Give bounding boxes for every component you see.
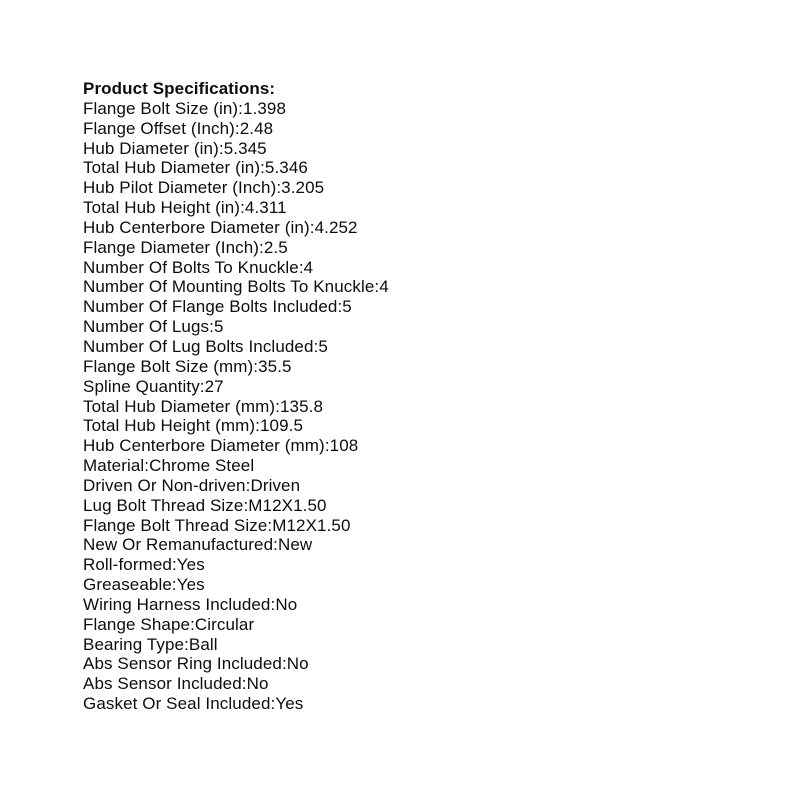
spec-row bbox=[83, 635, 723, 655]
spec-label: Flange Offset (Inch) bbox=[83, 118, 235, 138]
spec-row bbox=[83, 654, 723, 674]
spec-row bbox=[83, 416, 723, 436]
spec-row bbox=[83, 377, 723, 397]
spec-label: Spline Quantity bbox=[83, 376, 200, 396]
spec-value: 35.5 bbox=[258, 356, 292, 376]
spec-colon: : bbox=[253, 356, 259, 376]
spec-colon: : bbox=[309, 217, 315, 237]
spec-value: 5 bbox=[318, 336, 328, 356]
spec-colon: : bbox=[259, 237, 264, 257]
spec-label: Flange Shape bbox=[83, 614, 191, 634]
spec-row bbox=[83, 456, 723, 476]
spec-colon: : bbox=[243, 495, 249, 515]
spec-value: Yes bbox=[176, 555, 205, 575]
spec-row bbox=[83, 178, 723, 198]
spec-row bbox=[83, 476, 723, 496]
spec-row bbox=[83, 496, 723, 516]
spec-value: 4.252 bbox=[314, 217, 358, 237]
spec-row bbox=[83, 218, 723, 238]
spec-value: New bbox=[277, 535, 313, 555]
spec-colon: : bbox=[190, 614, 195, 634]
spec-label: Hub Centerbore Diameter (in) bbox=[83, 217, 310, 237]
spec-value: Yes bbox=[275, 694, 304, 714]
spec-label: Number Of Flange Bolts Included bbox=[83, 297, 338, 317]
spec-row bbox=[83, 575, 723, 595]
spec-label: Hub Pilot Diameter (Inch) bbox=[83, 178, 277, 198]
spec-label: Hub Centerbore Diameter (mm) bbox=[83, 436, 325, 456]
spec-row bbox=[83, 555, 723, 575]
spec-label: Abs Sensor Ring Included bbox=[83, 654, 282, 674]
spec-row bbox=[83, 535, 723, 555]
spec-colon: : bbox=[238, 98, 243, 118]
spec-label: Number Of Lugs bbox=[83, 317, 210, 337]
spec-value: Ball bbox=[188, 634, 218, 654]
spec-colon: : bbox=[313, 336, 319, 356]
spec-value: Yes bbox=[176, 575, 205, 595]
spec-value: M12X1.50 bbox=[272, 515, 351, 535]
spec-colon: : bbox=[171, 555, 177, 575]
spec-colon: : bbox=[337, 297, 343, 317]
spec-row bbox=[83, 357, 723, 377]
spec-colon: : bbox=[260, 158, 265, 178]
spec-label: Abs Sensor Included bbox=[83, 674, 242, 694]
spec-label: Bearing Type bbox=[83, 634, 185, 654]
spec-value: 5.345 bbox=[223, 138, 267, 158]
spec-row bbox=[83, 317, 723, 337]
spec-value: No bbox=[275, 594, 298, 614]
spec-label: Total Hub Height (in) bbox=[83, 198, 241, 218]
spec-label: Material bbox=[83, 456, 145, 476]
spec-value: 109.5 bbox=[259, 416, 304, 436]
spec-value: M12X1.50 bbox=[248, 495, 327, 515]
spec-value: Driven bbox=[250, 475, 301, 495]
spec-row bbox=[83, 198, 723, 218]
spec-value: 4 bbox=[303, 257, 314, 277]
spec-label: New Or Remanufactured bbox=[83, 535, 274, 555]
specifications-title: Product Specifications: bbox=[83, 79, 276, 98]
spec-row bbox=[83, 119, 723, 139]
spec-colon: : bbox=[255, 416, 260, 436]
spec-value: 135.8 bbox=[280, 396, 324, 416]
spec-row bbox=[83, 615, 723, 635]
spec-label: Gasket Or Seal Included bbox=[83, 694, 271, 714]
spec-value: No bbox=[286, 654, 309, 674]
spec-colon: : bbox=[209, 317, 214, 337]
spec-colon: : bbox=[298, 257, 304, 277]
spec-label: Roll-formed bbox=[83, 555, 172, 575]
spec-row bbox=[83, 158, 723, 178]
spec-colon: : bbox=[281, 654, 287, 674]
spec-label: Driven Or Non-driven bbox=[83, 475, 246, 495]
spec-row bbox=[83, 397, 723, 417]
spec-row bbox=[83, 436, 723, 456]
spec-colon: : bbox=[241, 674, 247, 694]
spec-label: Flange Bolt Size (mm) bbox=[83, 356, 254, 376]
spec-label: Hub Diameter (in) bbox=[83, 138, 219, 158]
spec-colon: : bbox=[234, 118, 240, 138]
spec-value: Circular bbox=[194, 614, 255, 634]
spec-value: Chrome Steel bbox=[149, 456, 255, 476]
spec-list bbox=[83, 99, 723, 714]
spec-value: 2.5 bbox=[263, 237, 288, 257]
spec-value: 4 bbox=[379, 277, 389, 297]
spec-label: Total Hub Diameter (in) bbox=[83, 158, 261, 178]
spec-label: Total Hub Height (mm) bbox=[83, 416, 256, 436]
spec-value: 1.398 bbox=[243, 98, 287, 118]
spec-colon: : bbox=[270, 594, 276, 614]
spec-colon: : bbox=[171, 575, 177, 595]
spec-row bbox=[83, 297, 723, 317]
spec-label: Flange Bolt Thread Size bbox=[83, 515, 268, 535]
spec-colon: : bbox=[276, 178, 282, 198]
spec-value: 27 bbox=[204, 376, 224, 396]
spec-row bbox=[83, 337, 723, 357]
spec-row bbox=[83, 516, 723, 536]
product-specifications-panel bbox=[83, 79, 723, 714]
spec-value: 5 bbox=[342, 297, 352, 317]
spec-colon: : bbox=[267, 515, 273, 535]
spec-label: Number Of Lug Bolts Included bbox=[83, 336, 314, 356]
spec-colon: : bbox=[374, 277, 380, 297]
spec-value: 4.311 bbox=[244, 198, 287, 218]
spec-value: 3.205 bbox=[281, 178, 325, 198]
spec-label: Wiring Harness Included bbox=[83, 594, 271, 614]
spec-label: Greaseable bbox=[83, 575, 172, 595]
spec-row bbox=[83, 674, 723, 694]
spec-row bbox=[83, 99, 723, 119]
spec-row bbox=[83, 238, 723, 258]
spec-colon: : bbox=[245, 475, 251, 495]
spec-label: Total Hub Diameter (mm) bbox=[83, 396, 276, 416]
spec-row bbox=[83, 258, 723, 278]
spec-label: Flange Bolt Size (in) bbox=[83, 98, 239, 118]
spec-colon: : bbox=[240, 198, 245, 218]
spec-colon: : bbox=[144, 456, 150, 476]
spec-label: Flange Diameter (Inch) bbox=[83, 237, 260, 257]
spec-value: 5.346 bbox=[264, 158, 308, 178]
spec-label: Number Of Mounting Bolts To Knuckle bbox=[83, 277, 375, 297]
spec-label: Lug Bolt Thread Size bbox=[83, 495, 244, 515]
spec-label: Number Of Bolts To Knuckle bbox=[83, 257, 299, 277]
spec-value: No bbox=[246, 674, 269, 694]
spec-row bbox=[83, 595, 723, 615]
spec-colon: : bbox=[199, 376, 205, 396]
spec-colon: : bbox=[184, 634, 189, 654]
spec-value: 108 bbox=[329, 436, 359, 456]
spec-colon: : bbox=[273, 535, 278, 555]
spec-colon: : bbox=[275, 396, 280, 416]
spec-row bbox=[83, 277, 723, 297]
spec-colon: : bbox=[218, 138, 224, 158]
spec-row bbox=[83, 139, 723, 159]
spec-colon: : bbox=[270, 694, 276, 714]
spec-colon: : bbox=[324, 436, 330, 456]
spec-value: 5 bbox=[213, 317, 224, 337]
spec-value: 2.48 bbox=[239, 118, 274, 138]
spec-row bbox=[83, 694, 723, 714]
